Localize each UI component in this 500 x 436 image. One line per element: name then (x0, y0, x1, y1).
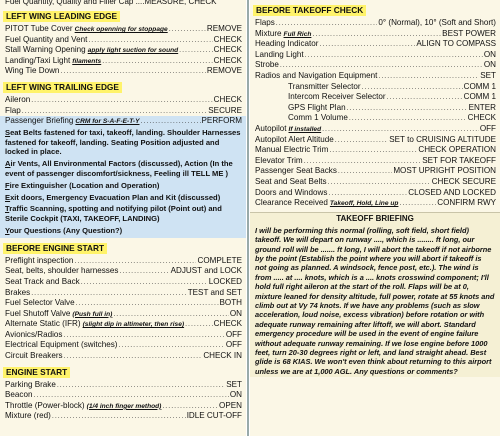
checklist-item-label: Brakes (5, 287, 31, 297)
checklist-row (0, 106, 246, 117)
checklist-item-label: Seat and Seat Belts (255, 176, 327, 186)
checklist-row (250, 18, 500, 29)
checklist-item-note: (slight dip in altimeter, then rise) (82, 321, 185, 329)
dot-leader (31, 96, 212, 106)
checklist-item-value: CONFIRM RWY (437, 198, 496, 208)
section-header-left-wing-leading-edge: LEFT WING LEADING EDGE (3, 11, 120, 22)
dot-leader (141, 117, 201, 127)
checklist-item-label: Circuit Breakers (5, 351, 63, 361)
checklist-item-value: PERFORM (201, 116, 242, 126)
checklist-item-value: CHECK (213, 45, 242, 55)
checklist-item-value: ON (229, 308, 242, 318)
checklist-item-label: Comm 1 Volume (288, 113, 348, 123)
dot-leader (88, 36, 212, 46)
before-takeoff-rows-2 (250, 124, 500, 209)
safety-letter: E (5, 192, 11, 202)
dot-leader (74, 257, 196, 267)
checklist-item-label: PITOT Tube Cover (5, 24, 73, 33)
checklist-row (250, 60, 500, 71)
safety-text: our Questions (Any Question?) (9, 225, 123, 235)
takeoff-briefing-text: I will be performing this normal (rolling, soft field, short field) takeoff. We will depart on runway ...., which is ........ ft long, our ground roll will be ....... ft long, I will abort the takeoff if not airborne by the point (Establish the point where you will abort if takeoff is not going as planned. A windsock, fence post, etc.). The wind is from ..... at .... knots, which is a .... knots crosswind component; I'll hold full right aileron at the start of the roll. Flaps will be at 0, mixture leaned for density altitude, full power, rotate at 55 knots and climb out at Vy 74 knots. If we have any problems (such as slow acceleration, loud noise, excess vibration) before rotation or with adequate runway remaining after liftoff, we will abort. Standard emergency procedure will be used in the event of engine failure without adequate runway remaining. If we lose engine before 1000 feet, turn 20-30 degrees right or left, and land straight ahead. Best glide is 68 KIAS. We won't even think about returning to this airport unless we are at 1,000 AGL. Any questions or comments? (255, 225, 495, 376)
checklist-item-note: (1/4 inch finger method) (86, 402, 162, 410)
checklist-item-label: Wing Tie Down (5, 66, 60, 76)
checklist-item-value: COMM 1 (463, 81, 496, 91)
left-wing-trailing-rows (0, 95, 246, 116)
dot-leader (387, 93, 463, 103)
checklist-row (250, 156, 500, 167)
checklist-row (0, 351, 246, 362)
dot-leader (31, 289, 187, 299)
checklist-item-label: Landing/Taxi Light (5, 55, 71, 65)
checklist-item-label: Intercom Receiver Selector (288, 92, 386, 102)
dot-leader (33, 391, 228, 401)
takeoff-briefing-title: TAKEOFF BRIEFING (336, 213, 414, 223)
checklist-item-value: COMPLETE (197, 255, 242, 265)
checklist-row (0, 95, 246, 106)
dot-leader (362, 83, 463, 93)
checklist-row (0, 340, 246, 351)
checklist-row (250, 29, 500, 40)
checklist-row (250, 82, 500, 93)
checklist-item-value: OFF (225, 329, 242, 339)
section-header-before-takeoff-check: BEFORE TAKEOFF CHECK (253, 5, 366, 16)
dot-leader (60, 67, 205, 77)
checklist-item-label: Autopilot (255, 123, 287, 133)
checklist-item-label: Mixture (red) (5, 411, 51, 421)
checklist-item-label: Passenger Briefing (5, 116, 74, 126)
safety-letter: F (5, 180, 10, 190)
dot-leader (22, 107, 208, 117)
passenger-briefing-row (0, 116, 246, 127)
dot-leader (113, 310, 229, 320)
safety-letter: S (5, 127, 11, 137)
checklist-row (0, 56, 246, 67)
dot-leader (81, 278, 208, 288)
dot-leader (347, 104, 468, 114)
engine-start-rows (0, 380, 246, 422)
safety-text: raffic Scanning, spotting and notifying pilot (Point out) and Sterile Cockpit (TAXI, TAKEOFF, LANDING) (5, 204, 222, 224)
checklist-item-value: CHECK (213, 55, 242, 65)
checklist-item-value: CHECK (213, 94, 242, 104)
safety-item (0, 192, 246, 204)
checklist-item-label: Passenger Seat Backs (255, 166, 337, 176)
left-column (0, 0, 246, 436)
checklist-row (0, 66, 246, 77)
checklist-item-label: Doors and Windows (255, 187, 328, 197)
checklist-row (0, 256, 246, 267)
radio-setup-rows (250, 82, 500, 124)
checklist-item-label: Radios and Navigation Equipment (255, 70, 378, 80)
checklist-item-value: CHECK (213, 34, 242, 44)
checklist-item-label: Heading Indicator (255, 39, 319, 49)
checklist-item-value: CHECK IN (203, 351, 242, 361)
checklist-item-value: ON (483, 60, 496, 70)
checklist-item-value: BOTH (219, 298, 242, 308)
checklist-item-value: CHECK SECURE (431, 176, 496, 186)
checklist-item-label: Parking Brake (5, 379, 56, 389)
checklist-row (250, 71, 500, 82)
checklist-item-label: Electrical Equipment (switches) (5, 340, 118, 350)
dot-leader (328, 178, 431, 188)
checklist-item-label: Stall Warning Opening (5, 45, 86, 55)
dot-leader (119, 267, 169, 277)
dot-leader (322, 125, 479, 135)
safety-item (0, 180, 246, 192)
checklist-row (0, 35, 246, 46)
checklist-row (0, 330, 246, 341)
safety-text: eat Belts fastened for taxi, takeoff, landing. Shoulder Harnesses fastened for takeoff, landing. Seating Position adjusted and locked in place. (5, 127, 241, 157)
checklist-row (0, 266, 246, 277)
checklist-row (250, 145, 500, 156)
dot-leader (378, 72, 479, 82)
checklist-item-label: Fuel Shutoff Valve (5, 308, 71, 318)
checklist-item-note: apply light suction for sound (87, 47, 179, 55)
cut-off-row: Fuel Quantity, Quality and Filler Cap ....MEASURE, CHECK (5, 0, 217, 6)
checklist-row (0, 277, 246, 288)
checklist-item-value: SECURE (208, 105, 242, 115)
before-engine-start-rows (0, 256, 246, 362)
checklist-item-note: Check openning for stoppage (74, 26, 168, 33)
checklist-item-value: CHECK (467, 113, 496, 123)
checklist-item-label: Seat, belts, shoulder harnesses (5, 266, 119, 276)
dot-leader (162, 402, 218, 412)
dot-leader (349, 114, 467, 124)
safety-item (0, 158, 246, 180)
dot-leader (305, 51, 483, 61)
checklist-row (0, 390, 246, 401)
checklist-item-label: Seat Track and Back (5, 276, 80, 286)
safety-list (0, 127, 246, 237)
column-divider (247, 0, 249, 436)
safety-letter: T (5, 204, 10, 214)
checklist-row (250, 124, 500, 135)
section-header-before-engine-start: BEFORE ENGINE START (3, 243, 107, 254)
checklist-item-value: ON (229, 390, 242, 400)
dot-leader (329, 146, 417, 156)
checklist-item-value: ENTER (468, 102, 496, 112)
checklist-item-label: Mixture (255, 28, 282, 38)
checklist-item-value: SET (226, 379, 242, 389)
checklist-row (250, 103, 500, 114)
checklist-item-note: (Push full in) (72, 310, 113, 318)
dot-leader (118, 341, 224, 351)
checklist-item-value: REMOVE (206, 66, 242, 76)
checklist-item-value: IDLE CUT-OFF (186, 411, 242, 421)
before-takeoff-rows (250, 18, 500, 82)
checklist-item-value: BEST POWER (442, 28, 496, 38)
left-wing-leading-rows (0, 24, 246, 77)
safety-item (0, 127, 246, 158)
dot-leader (185, 320, 213, 330)
checklist-item-label: Alternate Static (IFR) (5, 319, 81, 329)
safety-text: ir Vents, All Environmental Factors (discussed), Action (In the event of passenger discomfort/sickness, Feeling ill TELL ME ) (5, 159, 233, 178)
dot-leader (169, 25, 206, 35)
dot-leader (338, 167, 392, 177)
checklist-row (250, 177, 500, 188)
safety-letter: A (5, 159, 11, 169)
checklist-item-label: Beacon (5, 390, 33, 400)
checklist-item-value: OPEN (219, 400, 242, 410)
checklist-item-value: REMOVE (206, 24, 242, 33)
checklist-item-value: ALIGN TO COMPASS (416, 39, 496, 49)
safety-item (0, 225, 246, 237)
checklist-row (250, 135, 500, 146)
checklist-item-note: If installed (288, 125, 322, 133)
checklist-item-label: Elevator Trim (255, 155, 303, 165)
checklist-item-value: 0° (Normal), 10° (Soft and Short) (378, 18, 496, 27)
checklist-item-value: SET (480, 70, 496, 80)
safety-text: ire Extinguisher (Location and Operation) (9, 180, 160, 190)
checklist-item-label: GPS Flight Plan (288, 102, 346, 112)
checklist-item-value: CHECK (213, 319, 242, 329)
checklist-item-value: TEST and SET (187, 287, 242, 297)
dot-leader (328, 189, 407, 199)
checklist-row (250, 188, 500, 199)
checklist-item-value: SET to CRUISING ALTITUDE (389, 134, 496, 144)
checklist-item-note: filaments (72, 57, 102, 65)
dot-leader (63, 331, 224, 341)
dot-leader (304, 157, 422, 167)
checklist-row (0, 45, 246, 56)
checklist-item-label: Landing Light (255, 49, 304, 59)
checklist-row (0, 401, 246, 412)
checklist-item-label: Transmitter Selector (288, 81, 361, 91)
checklist-item-label: Strobe (255, 60, 279, 70)
checklist-item-value: CHECK OPERATION (418, 145, 496, 155)
dot-leader (102, 57, 212, 67)
checklist-row (250, 113, 500, 124)
dot-leader (179, 46, 212, 56)
checklist-item-note: CRM for S-A-F-E-T-Y (75, 118, 140, 126)
checklist-item-label: Aileron (5, 94, 31, 104)
dot-leader (76, 299, 219, 309)
checklist-row (250, 198, 500, 209)
section-header-engine-start: ENGINE START (3, 367, 70, 378)
checklist-item-value: OFF (225, 340, 242, 350)
checklist-row (0, 380, 246, 391)
section-header-left-wing-trailing-edge: LEFT WING TRAILING EDGE (3, 82, 122, 93)
dot-leader (276, 19, 378, 29)
dot-leader (335, 136, 389, 146)
checklist-item-label: Manual Electric Trim (255, 145, 329, 155)
dot-leader (319, 40, 415, 50)
checklist-item-label: Avionics/Radios (5, 329, 63, 339)
checklist-item-label: Fuel Selector Valve (5, 298, 75, 308)
checklist-item-label: Preflight inspection (5, 255, 74, 265)
checklist-item-value: OFF (479, 123, 496, 133)
safety-letter: Y (5, 225, 10, 235)
checklist-row (250, 166, 500, 177)
safety-item (0, 203, 246, 225)
checklist-item-label: Flaps (255, 18, 275, 27)
checklist-row (0, 309, 246, 320)
safety-text: xit doors, Emergency Evacuation Plan and Kit (discussed) (10, 192, 221, 202)
checklist-item-value: CLOSED AND LOCKED (408, 187, 496, 197)
checklist-row (250, 92, 500, 103)
checklist-item-label: Autopilot Alert Altitude (255, 134, 334, 144)
checklist-row (0, 288, 246, 299)
checklist-row (0, 24, 246, 35)
checklist-item-label: Clearance Received (255, 198, 328, 208)
checklist-row (250, 39, 500, 50)
checklist-row (250, 50, 500, 61)
checklist-item-value: ADJUST and LOCK (170, 266, 242, 276)
dot-leader (57, 381, 225, 391)
checklist-item-note: Full Rich (283, 30, 312, 38)
checklist-item-label: Flap (5, 105, 21, 115)
checklist-item-value: LOCKED (208, 276, 242, 286)
checklist-item-value: SET FOR TAKEOFF (422, 155, 496, 165)
checklist-item-label: Fuel Quantity and Vent (5, 34, 88, 44)
checklist-row (0, 298, 246, 309)
checklist-item-value: ON (483, 49, 496, 59)
passenger-briefing-section (0, 116, 246, 238)
checklist-row (0, 319, 246, 330)
checklist-item-note: Takeoff, Hold, Line up (329, 200, 399, 208)
checklist-item-label: Throttle (Power-block) (5, 400, 85, 410)
dot-leader (52, 412, 186, 422)
dot-leader (399, 199, 436, 209)
checklist-item-value: MOST UPRIGHT POSITION (393, 166, 496, 176)
takeoff-briefing-section (250, 212, 500, 378)
checklist-item-value: COMM 1 (463, 92, 496, 102)
right-column (250, 0, 500, 436)
dot-leader (312, 30, 441, 40)
checklist-row (0, 116, 246, 127)
checklist-row (0, 411, 246, 422)
dot-leader (64, 352, 203, 362)
dot-leader (280, 61, 483, 71)
